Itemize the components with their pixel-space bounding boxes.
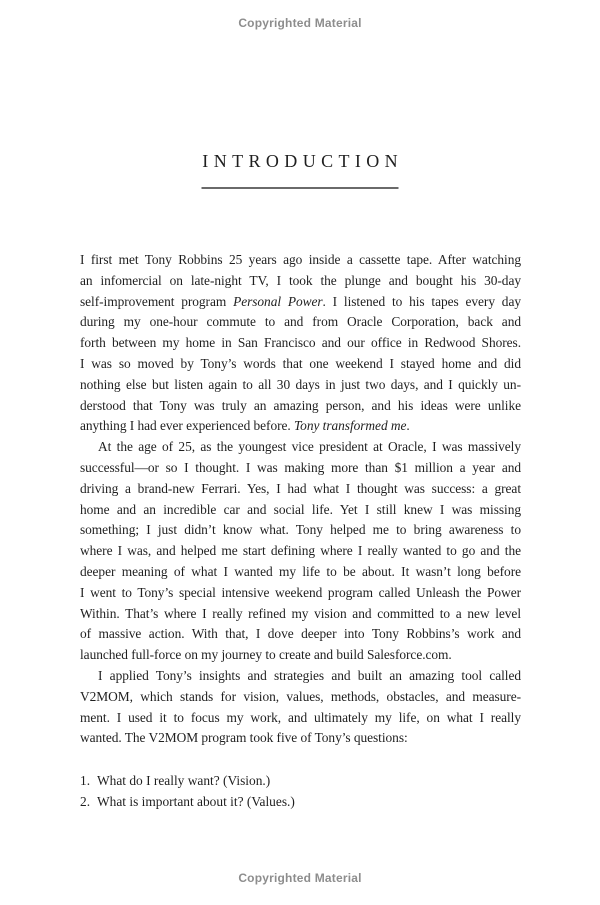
text-line: launched full-force on my journey to create and build Salesforce.com.	[80, 647, 452, 663]
text-line: successful—or so I thought. I was making more than $1 million a year and	[80, 459, 521, 475]
list-item	[80, 771, 521, 792]
list-item-number: 2.	[80, 793, 91, 809]
paragraph	[80, 666, 521, 749]
text-line: deeper meaning of what I wanted my life to be about. It wasn’t long before	[80, 563, 521, 579]
text-line: anything I had ever experienced before. Tony transformed me.	[80, 418, 410, 434]
body-text	[80, 250, 521, 813]
heading-rule	[202, 187, 399, 189]
copyright-notice-bottom: Copyrighted Material	[238, 871, 362, 885]
text-line: I first met Tony Robbins 25 years ago inside a cassette tape. After watching	[80, 252, 521, 267]
text-line: an infomercial on late-night TV, I took the plunge and bought his 30-day	[80, 272, 521, 288]
text-line: where I was, and helped me start defining where I really wanted to go and the	[80, 543, 521, 559]
paragraph	[80, 437, 521, 666]
text-line: home and an incredible car and social life. Yet I still knew I was missing	[80, 501, 521, 517]
text-line: ment. I used it to focus my work, and ultimately my life, on what I really	[80, 709, 521, 725]
text-line: during my one-hour commute to and from Oracle Corporation, back and	[80, 314, 521, 330]
copyright-notice-top: Copyrighted Material	[238, 16, 362, 30]
text-line: I applied Tony’s insights and strategies and built an amazing tool called	[98, 667, 521, 683]
paragraphs	[80, 250, 521, 749]
text-line: I went to Tony’s special intensive weekend program called Unleash the Power	[80, 584, 521, 600]
chapter-heading: INTRODUCTION	[202, 151, 404, 171]
question-list	[80, 771, 521, 813]
text-line: forth between my home in San Francisco and our office in Redwood Shores.	[80, 335, 521, 351]
paragraph	[80, 250, 521, 437]
text-line: driving a brand-new Ferrari. Yes, I had what I thought was success: a great	[80, 480, 521, 496]
text-line: self-improvement program Personal Power. I listened to his tapes every day	[80, 293, 521, 309]
list-item-text: What is important about it? (Values.)	[97, 793, 295, 809]
text-line: I was so moved by Tony’s words that one weekend I stayed home and did	[80, 355, 521, 371]
text-line: At the age of 25, as the youngest vice president at Oracle, I was massively	[98, 439, 521, 455]
text-line: something; I just didn’t know what. Tony helped me to bring awareness to	[80, 522, 521, 538]
text-line: nothing else but listen again to all 30 days in just two days, and I quickly un-	[80, 376, 521, 392]
list-item-text: What do I really want? (Vision.)	[97, 773, 271, 789]
list-item	[80, 792, 521, 813]
text-line: wanted. The V2MOM program took five of Tony’s questions:	[80, 730, 408, 746]
text-line: Within. That’s where I really refined my vision and committed to a new level	[80, 605, 521, 621]
list-item-number: 1.	[80, 773, 91, 789]
text-line: of massive action. With that, I dove deeper into Tony Robbins’s work and	[80, 626, 521, 642]
text-line: V2MOM, which stands for vision, values, methods, obstacles, and measure-	[80, 688, 521, 704]
text-line: derstood that Tony was truly an amazing person, and his ideas were unlike	[80, 397, 521, 413]
